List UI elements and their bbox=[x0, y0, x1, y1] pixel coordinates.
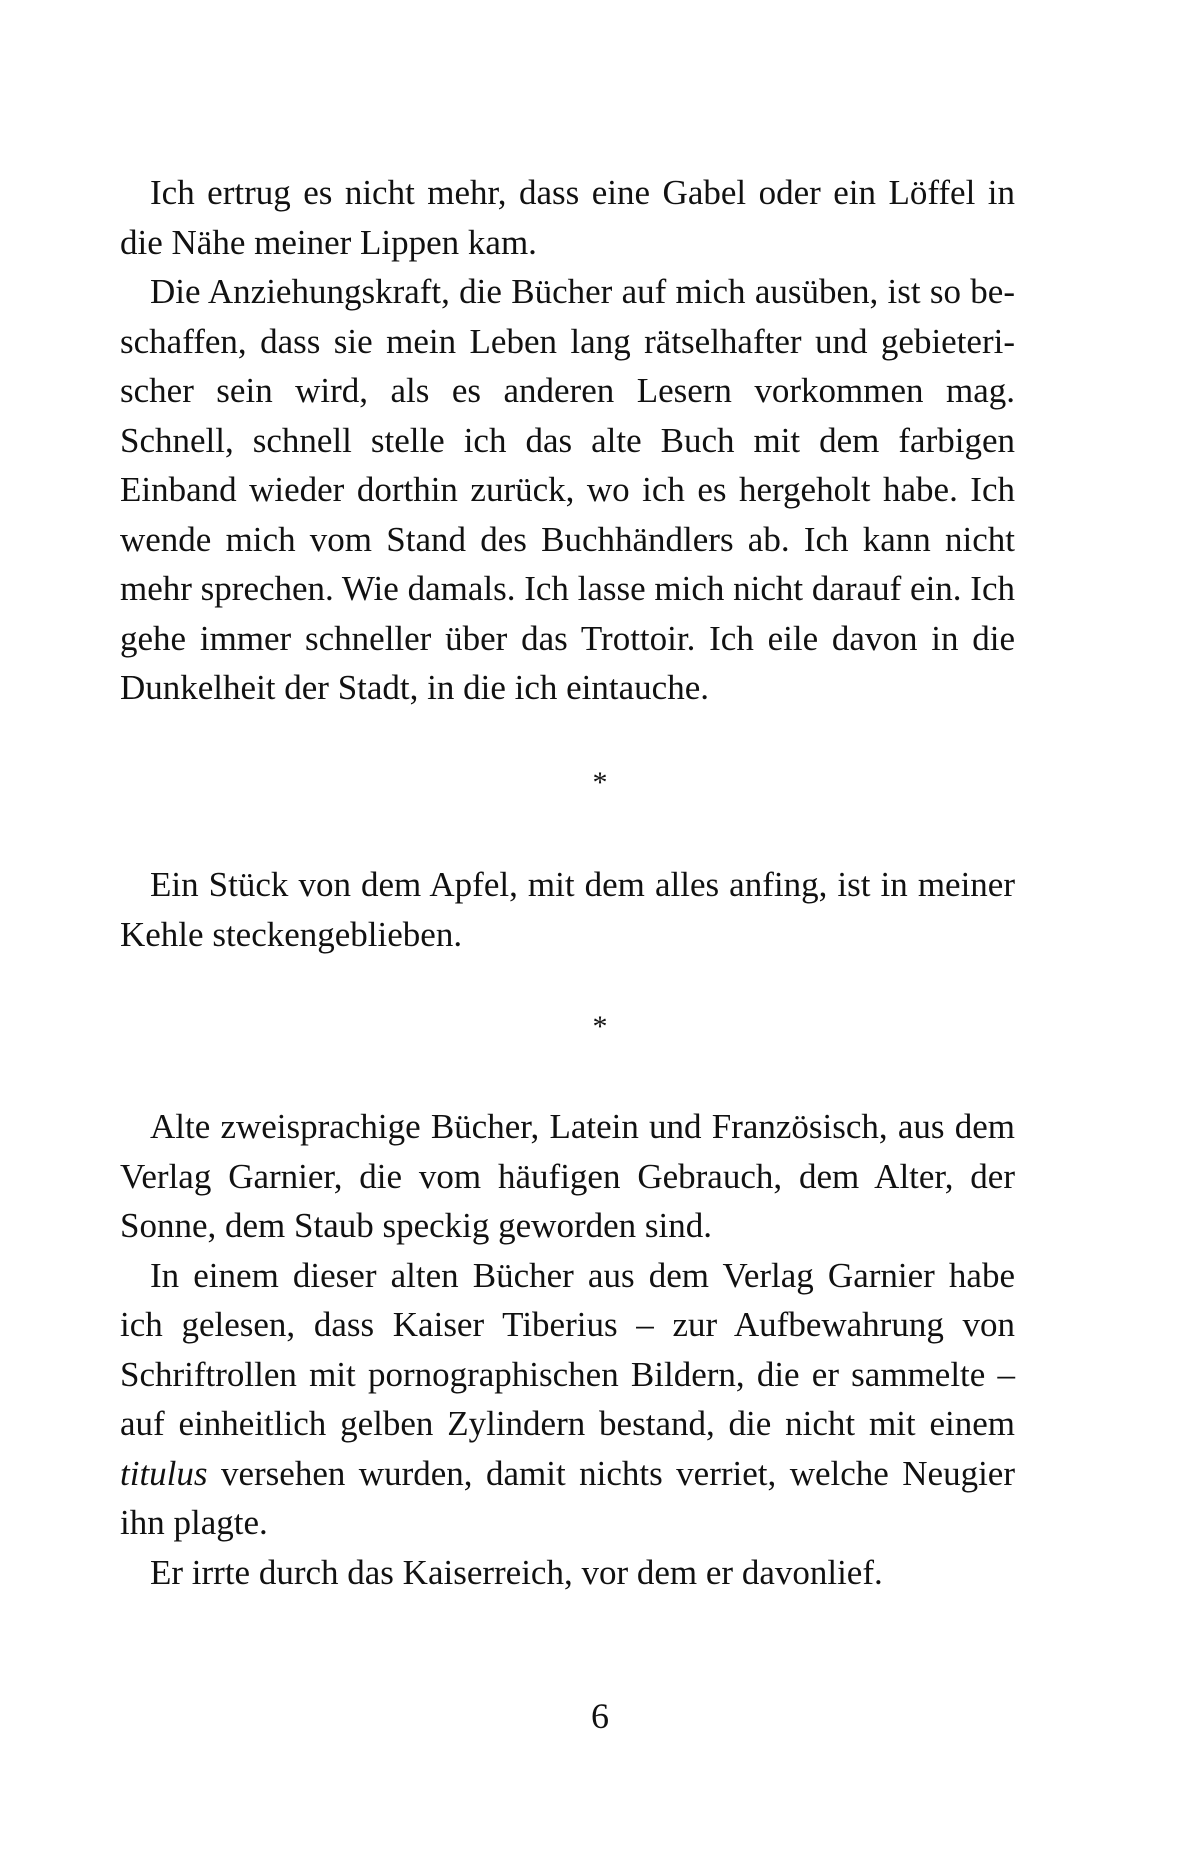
paragraph-gabel: Ich ertrug es nicht mehr, dass eine Gabel oder ein Löffel in die Nähe meiner Lippen kam. bbox=[120, 173, 1015, 262]
paragraph-apfel: Ein Stück von dem Apfel, mit dem alles anfing, ist in meiner Kehle steckengeblieben. bbox=[120, 865, 1015, 954]
text-section-1 bbox=[120, 168, 1015, 713]
paragraph-kaiserreich: Er irrte durch das Kaiserreich, vor dem er davonlief. bbox=[150, 1552, 883, 1592]
section-separator-asterisk: * bbox=[592, 766, 608, 799]
paragraph-alte-buecher: Alte zweisprachige Bücher, Latein und Französisch, aus dem Verlag Garnier, die vom häufigen Gebrauch, dem Alter, der Sonne, dem Staub speckig geworden sind. bbox=[120, 1107, 1015, 1245]
page-number: 6 bbox=[591, 1696, 609, 1736]
titulus-italic: titulus bbox=[120, 1453, 208, 1493]
paragraph-anziehungskraft: Die Anziehungskraft, die Bücher auf mich ausüben, ist so beschaffen, dass sie mein Leben lang rätselhafter und gebieterischer sein wird, als es anderen Lesern vorkommen mag. Schnell, schnell stelle ich das alte Buch mit dem farbigen Einband wieder dorthin zurück, wo ich es hergeholt habe. Ich wende mich vom Stand des Buchhändlers ab. Ich kann nicht mehr sprechen. Wie damals. Ich lasse mich nicht darauf ein. Ich gehe immer schneller über das Trottoir. Ich eile davon in die Dunkelheit der Stadt, in die ich eintauche. bbox=[120, 272, 1015, 707]
text-section-3 bbox=[120, 1102, 1015, 1597]
paragraph-tiberius bbox=[120, 1251, 1015, 1548]
paragraph-tiberius-start: In einem dieser alten Bücher aus dem Verlag Garnier habe ich gelesen, dass Kaiser Tiberius – zur Aufbewahrung von Schriftrollen mit pornographischen Bildern, die er sammelte – auf einheitlich gelben Zylindern bestand, die nicht mit einem bbox=[120, 1255, 1015, 1443]
section-separator-asterisk: * bbox=[592, 1010, 608, 1043]
text-section-2 bbox=[120, 860, 1015, 959]
paragraph-tiberius-end: versehen wurden, damit nichts verriet, welche Neugier ihn plagte. bbox=[120, 1453, 1015, 1542]
